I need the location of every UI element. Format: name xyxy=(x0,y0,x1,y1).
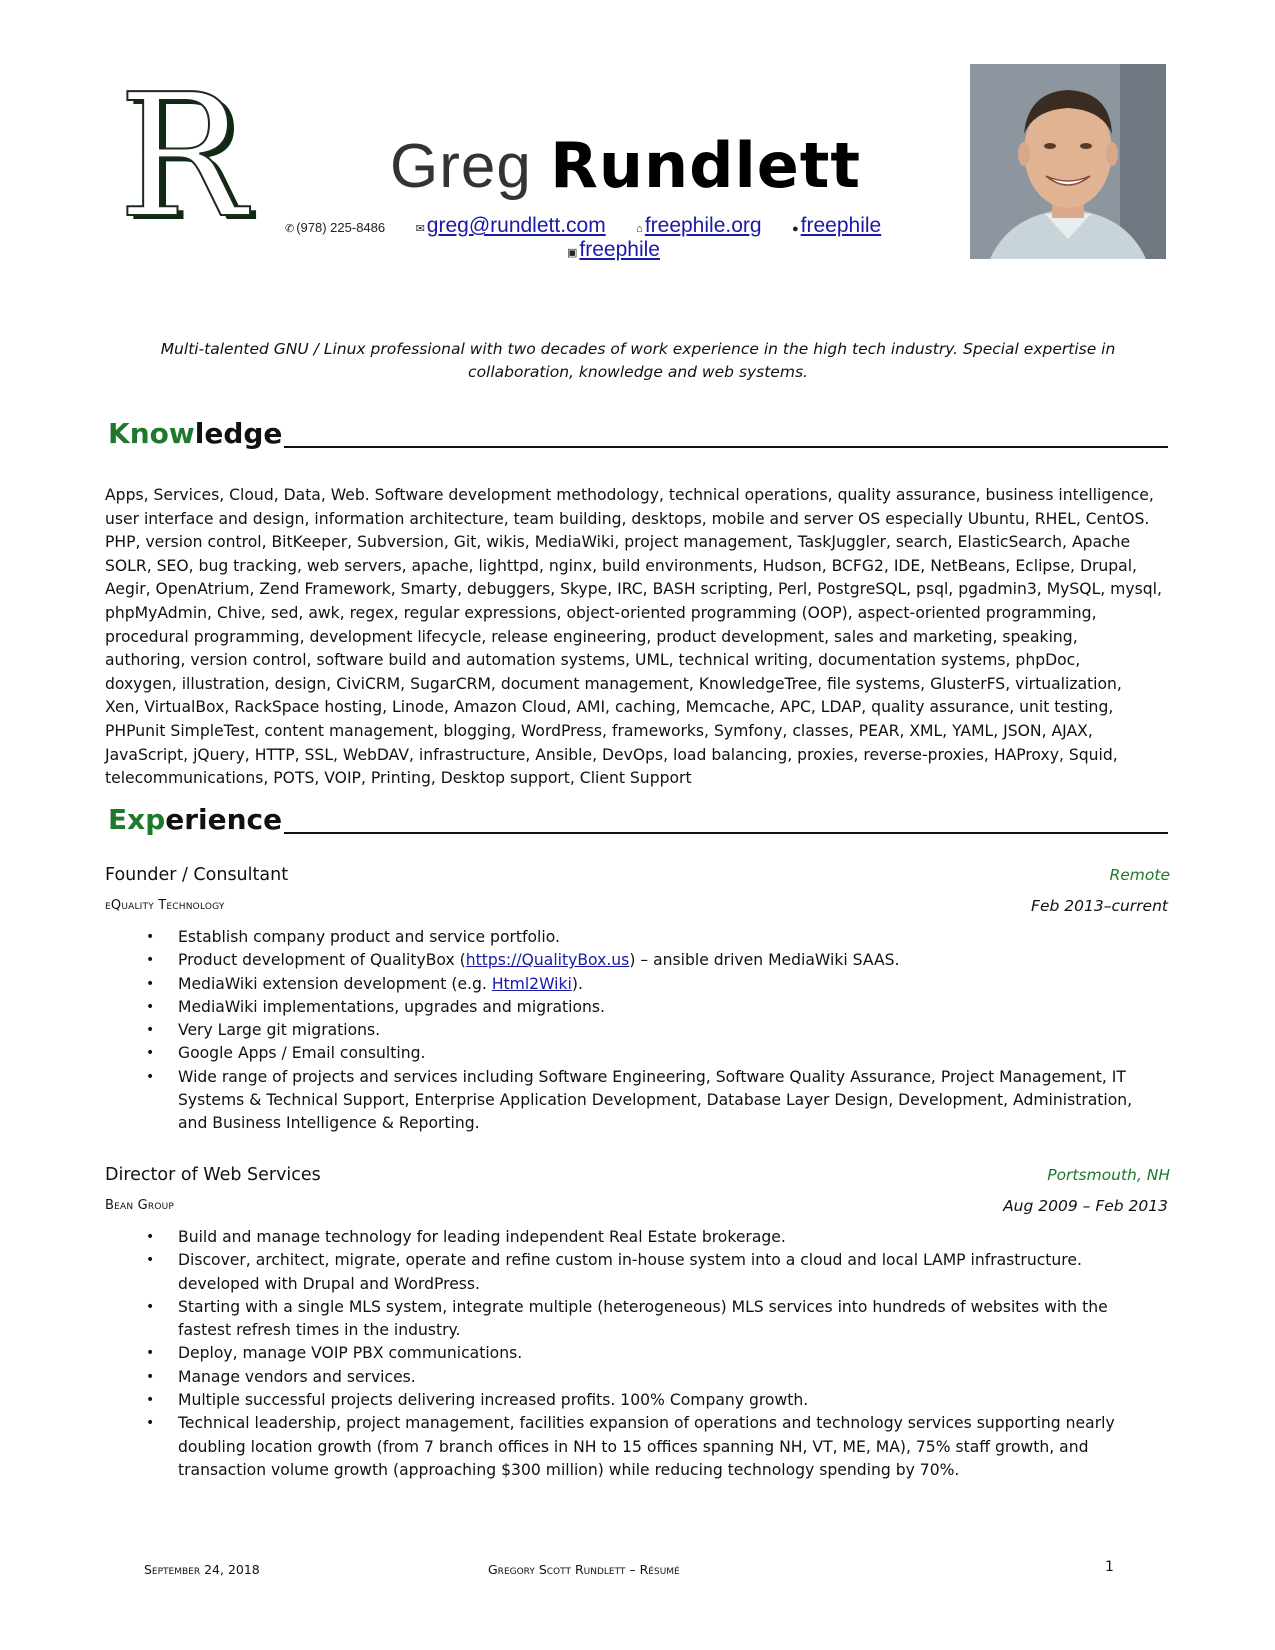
knowledge-line: telecommunications, POTS, VOIP, Printing, Desktop support, Client Support xyxy=(105,769,692,788)
section-divider xyxy=(284,446,1168,448)
job-title: Founder / Consultant xyxy=(105,865,289,885)
qualitybox-link[interactable]: https://QualityBox.us xyxy=(465,951,630,970)
knowledge-line: phpMyAdmin, Chive, sed, awk, regex, regular expressions, object-oriented programming (OOP), aspect-oriented programming, xyxy=(105,603,1097,622)
job-bullets xyxy=(140,926,1150,1136)
monogram-logo: R xyxy=(118,58,246,256)
profile-photo xyxy=(970,64,1166,259)
website-contact xyxy=(636,214,761,238)
page-number: 1 xyxy=(1105,1559,1114,1575)
phone-icon: ✆ xyxy=(285,223,295,235)
knowledge-line: PHPunit SimpleTest, content management, blogging, WordPress, frameworks, Symfony, classes, PEAR, XML, YAML, JSON, AJAX, xyxy=(105,721,1093,740)
bullet-text: ) – ansible driven MediaWiki SAAS. xyxy=(629,951,900,970)
knowledge-title-accent: Know xyxy=(108,417,195,450)
github-contact xyxy=(792,214,881,238)
linkedin-icon: ▣ xyxy=(567,247,578,259)
linkedin-link[interactable]: freephile xyxy=(579,238,660,261)
knowledge-line: Apps, Services, Cloud, Data, Web. Software development methodology, technical operations, quality assurance, business intelligence, xyxy=(105,486,1154,504)
knowledge-line: authoring, version control, software build and automation systems, UML, technical writing, documentation systems, phpDoc, xyxy=(105,651,1081,670)
job-subheader xyxy=(105,895,1168,917)
list-item: • Very Large git migrations. xyxy=(140,1019,1150,1042)
experience-title-rest: erience xyxy=(165,803,283,836)
job-header xyxy=(105,863,1170,887)
job-company: Bean Group xyxy=(105,1198,175,1213)
job-location: Portsmouth, NH xyxy=(1047,1166,1170,1184)
first-name: Greg xyxy=(390,132,532,201)
footer-title: Gregory Scott Rundlett – Résumé xyxy=(488,1562,680,1577)
knowledge-list xyxy=(105,484,1175,791)
section-divider xyxy=(284,832,1168,834)
knowledge-line: doxygen, illustration, design, CiviCRM, SugarCRM, document management, KnowledgeTree, file systems, GlusterFS, virtualization, xyxy=(105,674,1122,693)
list-item: • Starting with a single MLS system, integrate multiple (heterogeneous) MLS services into hundreds of websites with the fastest refresh times in the industry. xyxy=(140,1296,1150,1343)
website-link[interactable]: freephile.org xyxy=(644,214,762,237)
knowledge-line: JavaScript, jQuery, HTTP, SSL, WebDAV, infrastructure, Ansible, DevOps, load balancing, proxies, reverse-proxies, HAProxy, Squid, xyxy=(105,745,1118,764)
list-item: • Discover, architect, migrate, operate and refine custom in-house system into a cloud and local LAMP infrastructure. developed with Drupal and WordPress. xyxy=(140,1249,1150,1296)
knowledge-line: SOLR, SEO, bug tracking, web servers, apache, lighttpd, nginx, build environments, Hudson, BCFG2, IDE, NetBeans, Eclipse, Drupal, xyxy=(105,556,1137,575)
bullet-text: ). xyxy=(571,974,583,993)
job-dates: Aug 2009 – Feb 2013 xyxy=(1003,1197,1168,1215)
github-link[interactable]: freephile xyxy=(800,214,882,237)
knowledge-line: procedural programming, development lifecycle, release engineering, product development, sales and marketing, speaking, xyxy=(105,627,1078,646)
bullet-text: MediaWiki extension development (e.g. xyxy=(178,974,492,993)
list-item: • Technical leadership, project management, facilities expansion of operations and technology services supporting nearly doubling location growth (from 7 branch offices in NH to 15 offices spanning NH, VT, ME, MA), 75% staff growth, and transaction volume growth (approaching $300 million) while reducing technology spending by 70%. xyxy=(140,1412,1150,1482)
experience-heading xyxy=(108,798,1168,838)
list-item xyxy=(140,973,1150,996)
knowledge-title-rest: ledge xyxy=(194,417,283,450)
email-link[interactable]: greg@rundlett.com xyxy=(426,214,606,237)
envelope-icon: ✉ xyxy=(415,223,425,235)
knowledge-title xyxy=(108,416,282,452)
job-dates: Feb 2013–current xyxy=(1031,897,1168,915)
candidate-name xyxy=(390,128,910,205)
phone-number: (978) 225-8486 xyxy=(296,220,386,235)
home-icon: ⌂ xyxy=(636,223,643,235)
list-item: • Manage vendors and services. xyxy=(140,1366,1150,1389)
professional-summary: Multi-talented GNU / Linux professional with two decades of work experience in the high tech industry. Special expertise in collaboration, knowledge and web systems. xyxy=(160,340,1116,381)
email-contact xyxy=(416,214,606,238)
list-item xyxy=(140,949,1150,972)
job-title: Director of Web Services xyxy=(105,1165,321,1185)
knowledge-line: user interface and design, information architecture, team building, desktops, mobile and server OS especially Ubuntu, RHEL, CentOS. xyxy=(105,509,1150,528)
list-item: • Multiple successful projects delivering increased profits. 100% Company growth. xyxy=(140,1389,1150,1412)
experience-title-accent: Exp xyxy=(108,803,166,836)
job-location: Remote xyxy=(1109,866,1170,884)
phone-contact xyxy=(285,219,385,237)
contact-row xyxy=(285,214,965,238)
knowledge-line: PHP, version control, BitKeeper, Subversion, Git, wikis, MediaWiki, project management, TaskJuggler, search, ElasticSearch, Apache xyxy=(105,533,1131,552)
linkedin-contact xyxy=(567,238,660,262)
html2wiki-link[interactable]: Html2Wiki xyxy=(491,974,572,993)
last-name: Rundlett xyxy=(550,129,862,202)
list-item: • Google Apps / Email consulting. xyxy=(140,1042,1150,1065)
job-company: eQuality Technology xyxy=(105,898,225,913)
job-subheader xyxy=(105,1195,1168,1217)
list-item: • MediaWiki implementations, upgrades and migrations. xyxy=(140,996,1150,1019)
experience-title xyxy=(108,802,282,838)
list-item: • Build and manage technology for leading independent Real Estate brokerage. xyxy=(140,1226,1150,1249)
bullet-text: Product development of QualityBox ( xyxy=(178,951,466,970)
list-item: • Wide range of projects and services including Software Engineering, Software Quality Assurance, Project Management, IT Systems & Technical Support, Enterprise Application Development, Database Layer Design, Development, Administration, and Business Intelligence & Reporting. xyxy=(140,1066,1150,1136)
knowledge-line: Xen, VirtualBox, RackSpace hosting, Linode, Amazon Cloud, AMI, caching, Memcache, APC, LDAP, quality assurance, unit testing, xyxy=(105,698,1114,717)
github-icon: ● xyxy=(792,223,799,235)
knowledge-heading xyxy=(108,412,1168,452)
job-bullets xyxy=(140,1226,1150,1482)
knowledge-line: Aegir, OpenAtrium, Zend Framework, Smarty, debuggers, Skype, IRC, BASH scripting, Perl, PostgreSQL, psql, pgadmin3, MySQL, mysql, xyxy=(105,580,1162,599)
list-item: • Establish company product and service portfolio. xyxy=(140,926,1150,949)
list-item: • Deploy, manage VOIP PBX communications. xyxy=(140,1342,1150,1365)
job-header xyxy=(105,1163,1170,1187)
footer-date: September 24, 2018 xyxy=(144,1562,260,1577)
